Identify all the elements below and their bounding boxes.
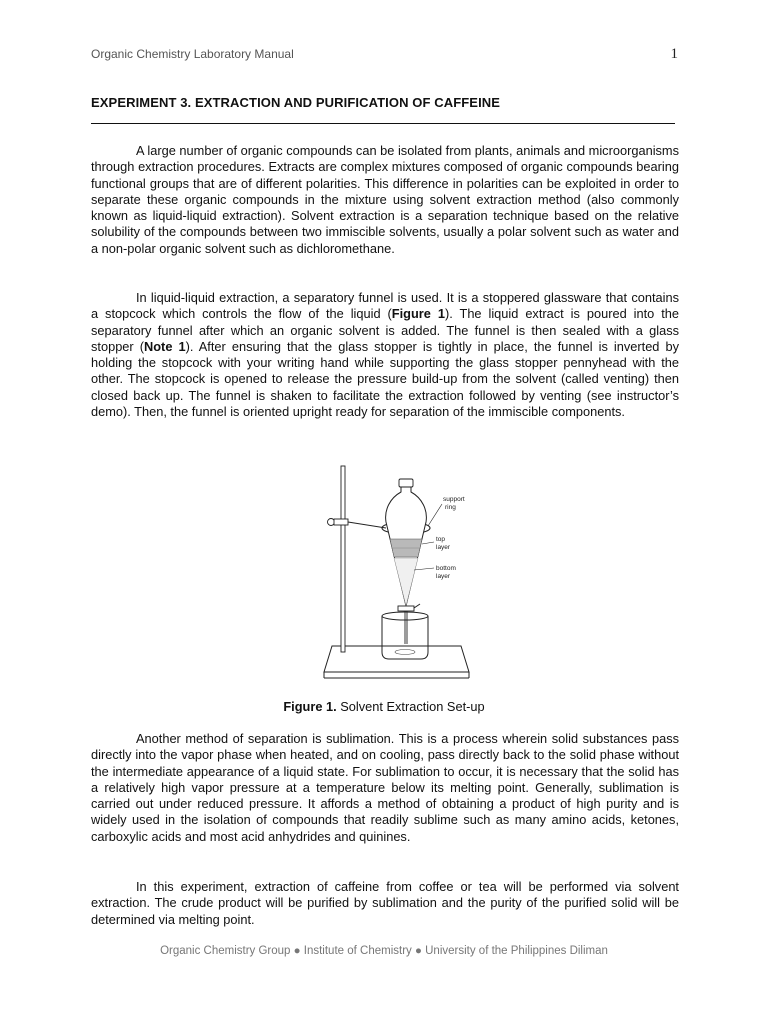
title-underline (91, 123, 675, 124)
page-footer: Organic Chemistry Group ● Institute of Chemistry ● University of the Philippines Diliman (160, 945, 608, 957)
solvent-extraction-figure (318, 454, 473, 694)
experiment-title: EXPERIMENT 3. EXTRACTION AND PURIFICATION OF CAFFEINE (91, 95, 501, 110)
bottom-layer-pointer (414, 568, 434, 570)
stopcock-handle[interactable] (414, 604, 420, 608)
figure-caption-label: Figure 1. (283, 699, 337, 714)
clamp-screw-icon (328, 519, 335, 526)
top-layer-label: top (436, 536, 446, 543)
support-ring-arm (348, 522, 386, 528)
bottom-layer-label: bottom (436, 565, 456, 572)
support-ring-pointer (428, 504, 442, 526)
running-header: Organic Chemistry Laboratory Manual (91, 47, 294, 61)
page-number: 1 (670, 46, 678, 62)
figure-caption-text: Solvent Extraction Set-up (336, 699, 485, 714)
top-layer-pointer (422, 542, 434, 544)
top-layer-label: layer (436, 544, 451, 551)
intro-paragraph: A large number of organic compounds can be isolated from plants, animals and microorganisms through extraction procedures. Extracts are complex mixtures composed of organic compounds bearing functional groups that are of different polarities. This difference in polarities can be exploited in order to separate these organic compounds in the mixture using solvent extraction method (also commonly known as liquid-liquid extraction). Solvent extraction is a separation technique based on the relative solubility of the compounds between two immiscible solvents, usually a polar solvent such as water and a non-polar organic solvent such as dichloromethane. (91, 143, 679, 256)
stopcock[interactable] (398, 606, 414, 611)
support-ring-label: support (443, 496, 465, 503)
experiment-summary-paragraph: In this experiment, extraction of caffeine from coffee or tea will be performed via solvent extraction. The crude product will be purified by sublimation and the purity of the purified solid will be determined via melting point. (91, 879, 679, 927)
figure-caption (0, 699, 768, 714)
paragraph-text: ). The liquid extract is poured into the separatory funnel after which an organic solvent is added. The funnel is then sealed with a glass stopper ( (91, 306, 680, 354)
separatory-funnel-illustration (318, 454, 473, 694)
sublimation-paragraph: Another method of separation is sublimation. This is a process wherein solid substances pass directly into the vapor phase when heated, and on cooling, pass directly back to the solid phase without the intermediate appearance of a liquid state. For sublimation to occur, it is necessary that the solid has a relatively high vapor pressure at a temperature below its melting point. Generally, sublimation is carried out under reduced pressure. It affords a method of obtaining a product of high purity and is widely used in the isolation of compounds that readily sublime such as many amino acids, ketones, carboxylic acids and most acid anhydrides and quinines. (91, 731, 679, 844)
bottom-layer (394, 558, 418, 606)
bottom-layer-label: layer (436, 573, 451, 580)
figure-reference: Figure 1 (391, 306, 445, 322)
paragraph-text: ). After ensuring that the glass stopper is tightly in place, the funnel is inverted by holding the stopcock with your writing hand while supporting the glass stopper pennyhead with the other. The stopcock is opened to release the pressure build-up from the solvent (called venting) then closed back up. The funnel is shaken to facilitate the extraction followed by venting (see instructor’s demo). Then, the funnel is oriented upright ready for separation of the immiscible components. (91, 338, 679, 420)
paragraph-text: In liquid-liquid extraction, a separatory funnel is used. It is a stoppered glassware that contains a stopcock which controls the flow of the liquid ( (91, 290, 679, 322)
glass-stopper (399, 479, 413, 487)
clamp-holder (334, 519, 348, 525)
note-reference: Note 1 (144, 338, 186, 354)
stand-rod (341, 466, 345, 652)
extraction-paragraph (91, 290, 679, 420)
support-ring-label: ring (445, 504, 456, 511)
